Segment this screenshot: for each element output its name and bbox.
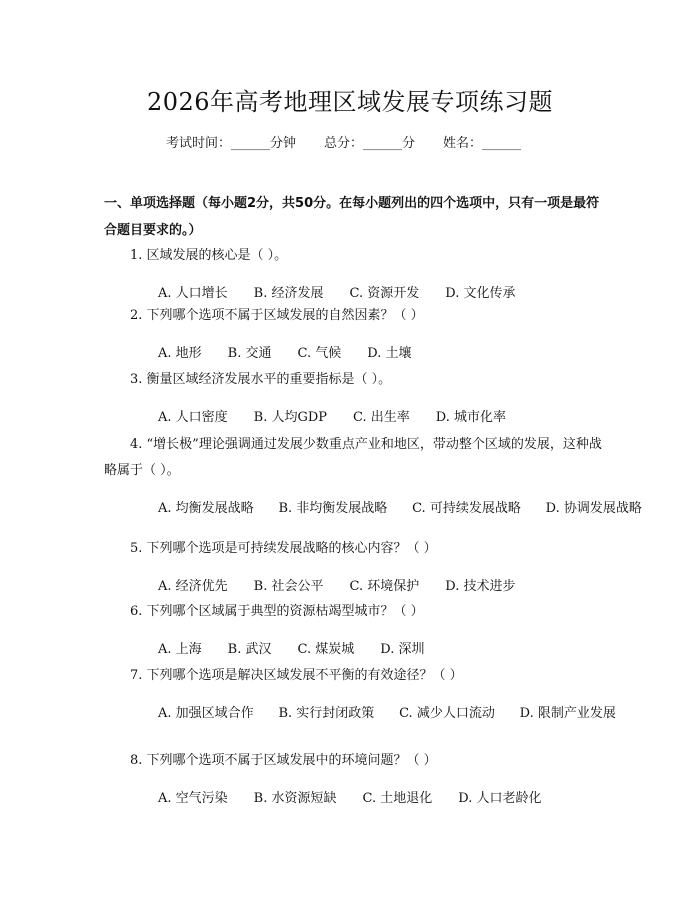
- question-options: [104, 405, 604, 431]
- option-c: C. 土地退化: [362, 791, 433, 806]
- total-score-field: 总分：______分: [324, 136, 416, 151]
- question-5: [104, 536, 604, 600]
- question-options: [104, 341, 604, 367]
- option-d: D. 限制产业发展: [519, 706, 616, 721]
- option-d: D. 城市化率: [435, 410, 507, 425]
- option-d: D. 深圳: [380, 642, 425, 657]
- question-stem: 5. 下列哪个选项是可持续发展战略的核心内容？（ ）: [130, 541, 437, 556]
- question-6: [104, 599, 604, 663]
- option-d: D. 技术进步: [445, 579, 516, 594]
- option-b: B. 交通: [227, 346, 272, 361]
- option-b: B. 水资源短缺: [253, 791, 337, 806]
- question-stem: 8. 下列哪个选项不属于区域发展中的环境问题？（ ）: [130, 753, 437, 768]
- question-stem: 1. 区域发展的核心是（ ）。: [130, 248, 288, 263]
- option-b: B. 实行封闭政策: [278, 706, 375, 721]
- option-a: A. 经济优先: [158, 579, 228, 594]
- question-stem: 6. 下列哪个区域属于典型的资源枯竭型城市？（ ）: [130, 604, 424, 619]
- question-options: [104, 637, 604, 663]
- question-stem: 7. 下列哪个选项是解决区域发展不平衡的有效途径？（ ）: [130, 668, 463, 683]
- question-options: [104, 786, 604, 812]
- option-b: B. 人均GDP: [253, 410, 328, 425]
- option-c: C. 可持续发展战略: [412, 501, 521, 516]
- option-a: A. 均衡发展战略: [158, 501, 254, 516]
- page-title: 2026年高考地理区域发展专项练习题: [146, 88, 554, 116]
- question-4: [104, 432, 642, 522]
- question-stem: 4. “增长极”理论强调通过发展少数重点产业和地区，带动整个区域的发展，这种战略属于（ ）。: [104, 437, 602, 478]
- option-d: D. 协调发展战略: [545, 501, 642, 516]
- option-a: A. 人口密度: [158, 410, 228, 425]
- question-1: [104, 243, 604, 307]
- option-c: C. 气候: [297, 346, 342, 361]
- option-d: D. 文化传承: [445, 286, 516, 301]
- question-7: [104, 663, 616, 727]
- option-b: B. 武汉: [227, 642, 272, 657]
- option-c: C. 减少人口流动: [399, 706, 495, 721]
- option-a: A. 空气污染: [158, 791, 228, 806]
- section-heading: 一、单项选择题（每小题2分，共50分。在每小题列出的四个选项中，只有一项是最符合题目要求的。）: [104, 196, 600, 238]
- question-2: [104, 303, 604, 367]
- option-b: B. 经济发展: [253, 286, 324, 301]
- option-d: D. 人口老龄化: [458, 791, 542, 806]
- option-a: A. 地形: [158, 346, 202, 361]
- question-8: [104, 748, 604, 812]
- exam-time-field: 考试时间：______分钟: [166, 136, 297, 151]
- option-a: A. 人口增长: [158, 286, 228, 301]
- question-stem: 2. 下列哪个选项不属于区域发展的自然因素？（ ）: [130, 308, 424, 323]
- option-a: A. 上海: [158, 642, 202, 657]
- exam-info: [166, 132, 521, 151]
- question-3: [104, 367, 604, 431]
- question-options: [104, 701, 616, 727]
- name-field: 姓名：______: [443, 136, 522, 151]
- option-c: C. 环境保护: [349, 579, 420, 594]
- option-b: B. 非均衡发展战略: [278, 501, 388, 516]
- question-stem: 3. 衡量区域经济发展水平的重要指标是（ ）。: [130, 372, 392, 387]
- option-c: C. 资源开发: [349, 286, 420, 301]
- option-d: D. 土壤: [367, 346, 412, 361]
- option-b: B. 社会公平: [253, 579, 324, 594]
- option-c: C. 出生率: [353, 410, 410, 425]
- option-c: C. 煤炭城: [297, 642, 355, 657]
- question-options: [104, 496, 642, 522]
- option-a: A. 加强区域合作: [158, 706, 254, 721]
- question-options: [104, 574, 604, 600]
